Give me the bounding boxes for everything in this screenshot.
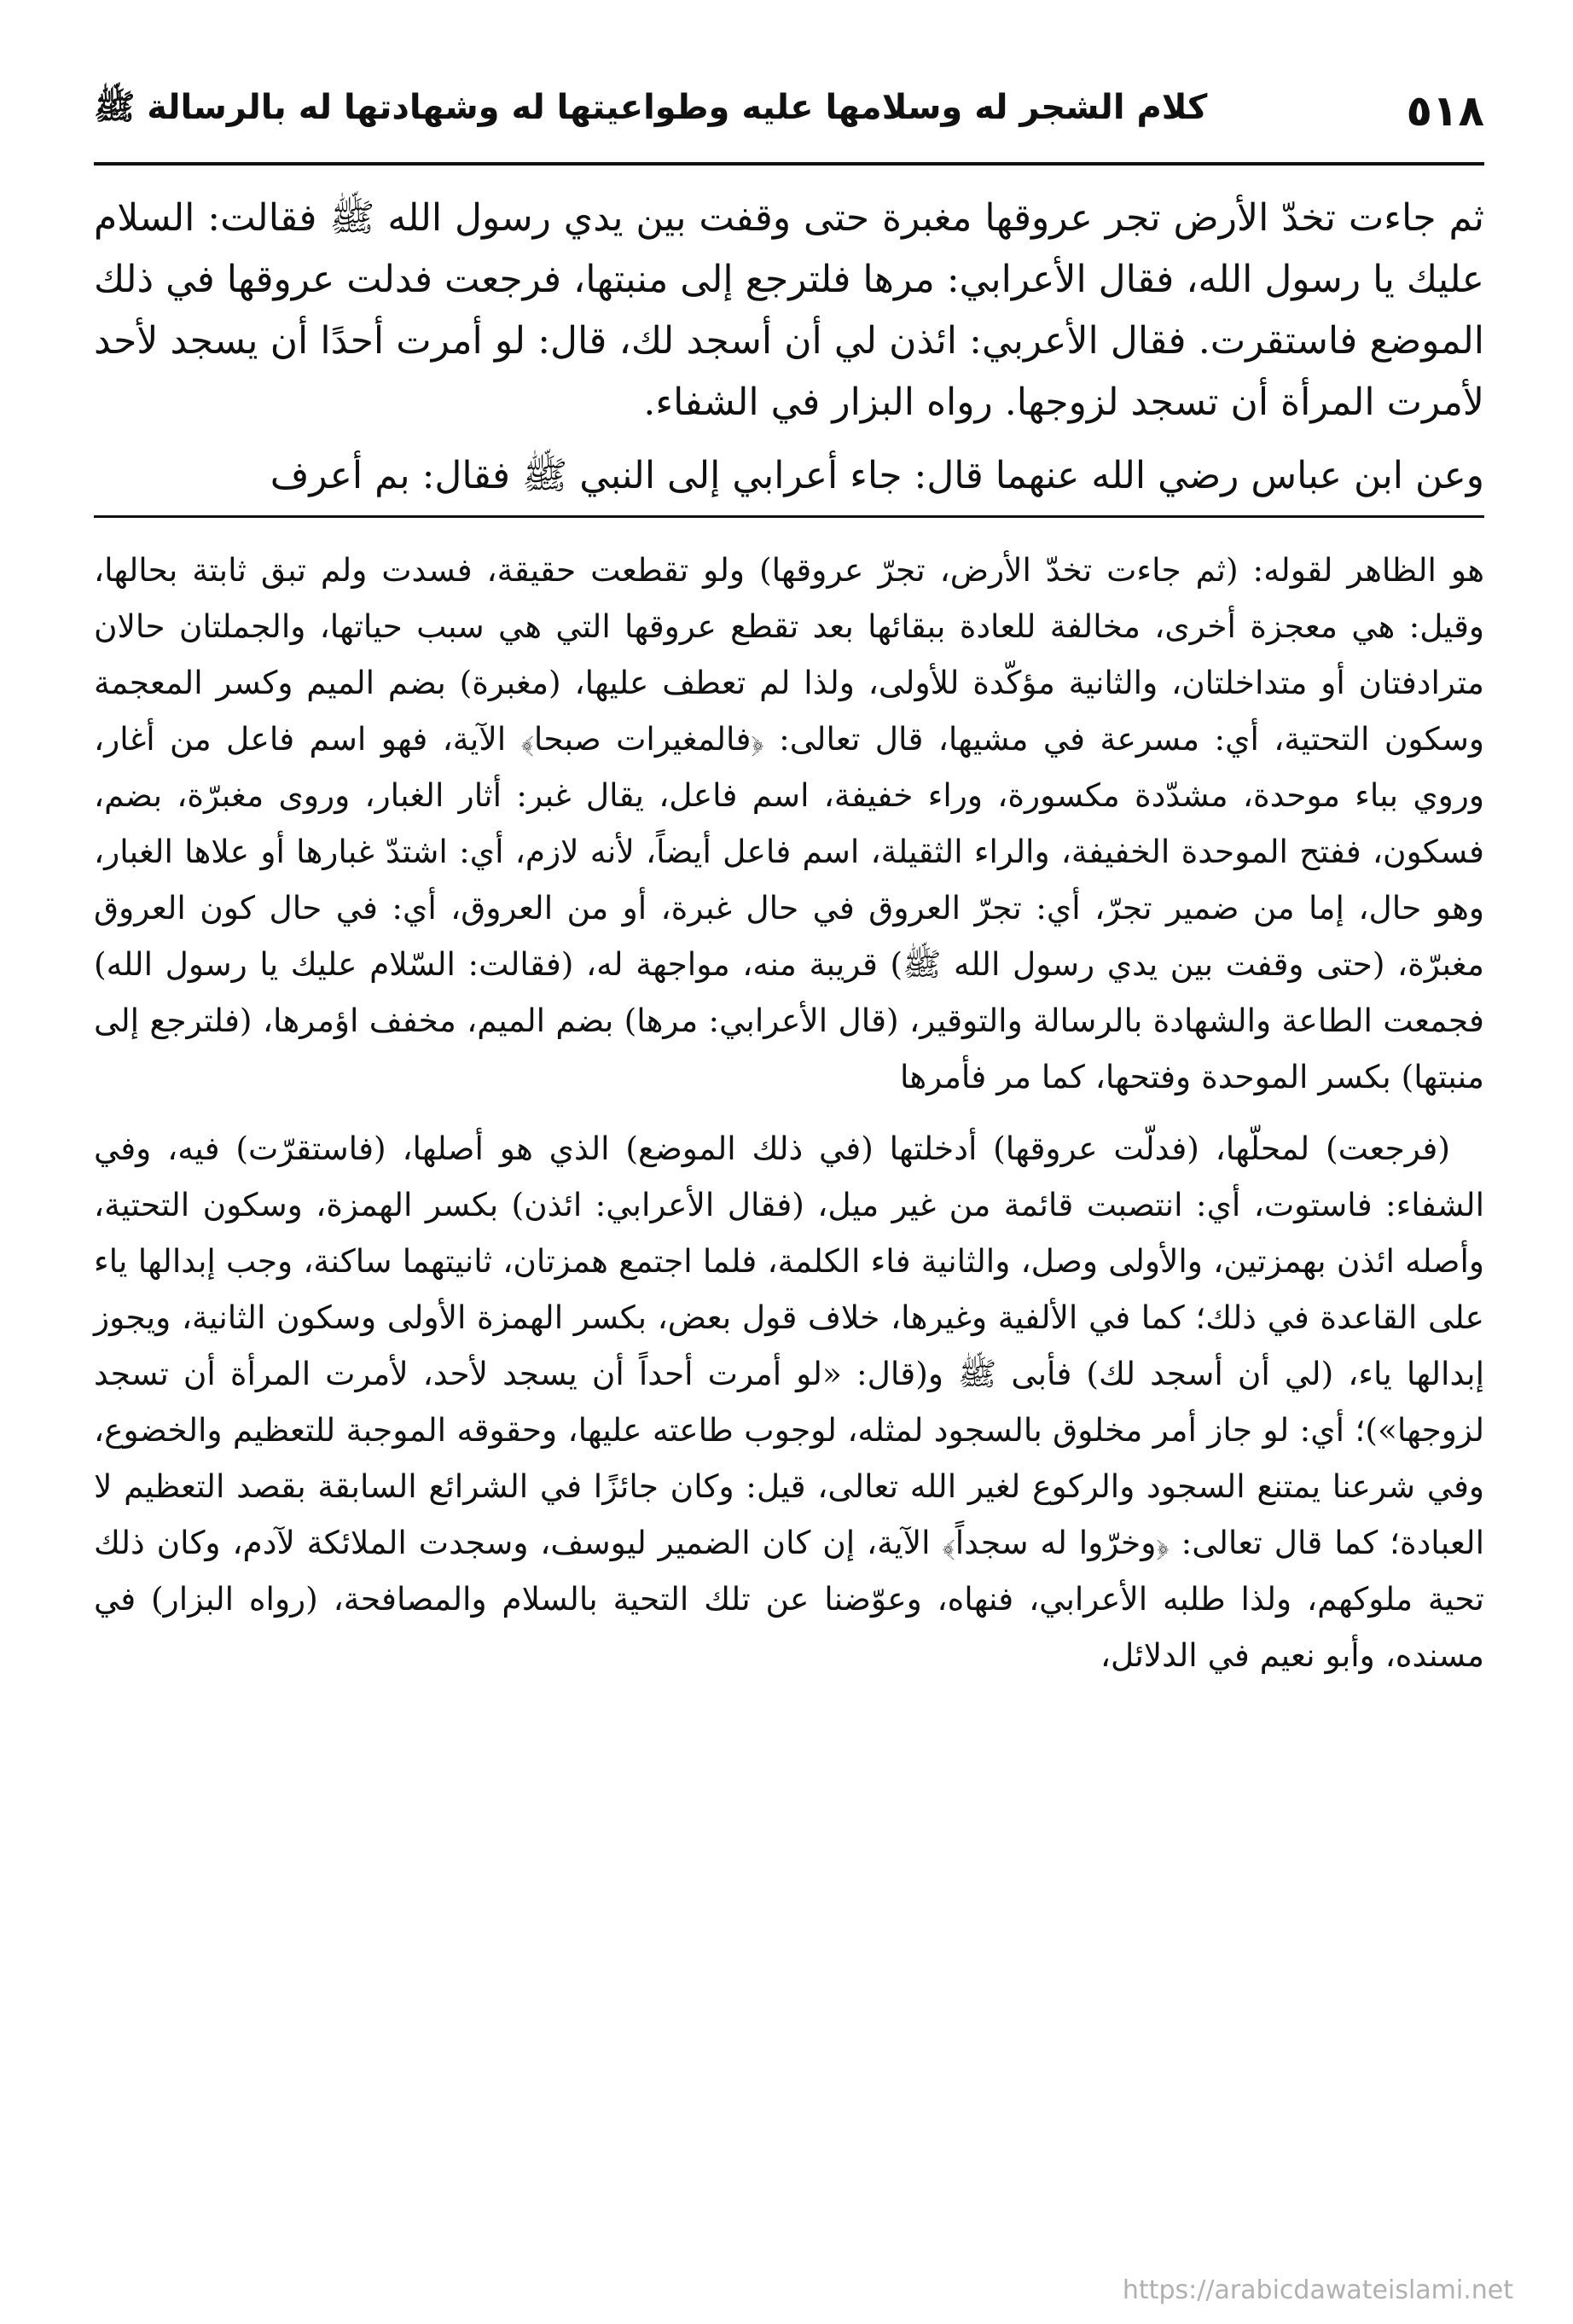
commentary-paragraph: هو الظاهر لقوله: (ثم جاءت تخدّ الأرض، تجرّ عروقها) ولو تقطعت حقيقة، فسدت ولم تبق ثابتة بحالها، وقيل: هي معجزة أخرى، مخالفة للعادة ببقائها بعد تقطع عروقها التي هي سبب حياتها، والجملتان حالان مترادفتان أو متداخلتان، والثانية مؤكّدة للأولى، ولذا لم تعطف عليها، (مغبرة) بضم الميم وكسر المعجمة وسكون التحتية، أي: مسرعة في مشيها، قال تعالى: ﴿فالمغيرات صبحا﴾ الآية، فهو اسم فاعل من أغار، وروي بباء موحدة، مشدّدة مكسورة، وراء خفيفة، اسم فاعل، يقال غبر: أثار الغبار، وروى مغبرّة، بضم، فسكون، ففتح الموحدة الخفيفة، والراء الثقيلة، اسم فاعل أيضاً، لأنه لازم، أي: اشتدّ غبارها أو علاها الغبار، وهو حال، إما من ضمير تجرّ، أي: تجرّ العروق في حال غبرة، أو من العروق، أي: في حال كون العروق مغبرّة، (حتى وقفت بين يدي رسول الله ﷺ) قريبة منه، مواجهة له، (فقالت: السّلام عليك يا رسول الله) فجمعت الطاعة والشهادة بالرسالة والتوقير، (قال الأعرابي: مرها) بضم الميم، مخفف اؤمرها، (فلترجع إلى منبتها) بكسر الموحدة وفتحها، كما مر فأمرها	[94, 551, 1484, 1095]
book-page	[94, 60, 1484, 2278]
commentary	[94, 518, 1484, 1683]
main-paragraph: وعن ابن عباس رضي الله عنهما قال: جاء أعرابي إلى النبي ﷺ فقال: بم أعرف	[270, 454, 1484, 497]
running-title: كلام الشجر له وسلامها عليه وطواعيتها له وشهادتها له بالرسالة ﷺ	[94, 88, 1208, 127]
page-number: ٥١٨	[1406, 86, 1484, 136]
page-header	[94, 60, 1484, 162]
source-watermark: https://arabicdawateislami.net	[1122, 2275, 1513, 2305]
main-paragraph: ثم جاءت تخدّ الأرض تجر عروقها مغبرة حتى وقفت بين يدي رسول الله ﷺ فقالت: السلام عليك يا رسول الله، فقال الأعرابي: مرها فلترجع إلى منبتها، فرجعت فدلت عروقها في ذلك الموضع فاستقرت. فقال الأعربي: ائذن لي أن أسجد لك، قال: لو أمرت أحدًا أن يسجد لأحد لأمرت المرأة أن تسجد لزوجها. رواه البزار في الشفاء.	[94, 196, 1484, 424]
commentary-paragraph: (فرجعت) لمحلّها، (فدلّت عروقها) أدخلتها (في ذلك الموضع) الذي هو أصلها، (فاستقرّت) فيه، وفي الشفاء: فاستوت، أي: انتصبت قائمة من غير ميل، (فقال الأعرابي: ائذن) بكسر الهمزة، وسكون التحتية، وأصله ائذن بهمزتين، والأولى وصل، والثانية فاء الكلمة، فلما اجتمع همزتان، ثانيتهما ساكنة، وجب إبدالها ياء على القاعدة في ذلك؛ كما في الألفية وغيرها، خلاف قول بعض، بكسر الهمزة الأولى وسكون الثانية، ويجوز إبدالها ياء، (لي أن أسجد لك) فأبى ﷺ و(قال: «لو أمرت أحداً أن يسجد لأحد، لأمرت المرأة أن تسجد لزوجها»)؛ أي: لو جاز أمر مخلوق بالسجود لمثله، لوجوب طاعته عليها، وحقوقه الموجبة للتعظيم والخضوع، وفي شرعنا يمتنع السجود والركوع لغير الله تعالى، قيل: وكان جائزًا في الشرائع السابقة بقصد التعظيم لا العبادة؛ كما قال تعالى: ﴿وخرّوا له سجداً﴾ الآية، إن كان الضمير ليوسف، وسجدت الملائكة لآدم، وكان ذلك تحية ملوكهم، ولذا طلبه الأعرابي، فنهاه، وعوّضنا عن تلك التحية بالسلام والمصافحة، (رواه البزار) في مسنده، وأبو نعيم في الدلائل،	[94, 1130, 1484, 1674]
main-text	[94, 166, 1484, 515]
